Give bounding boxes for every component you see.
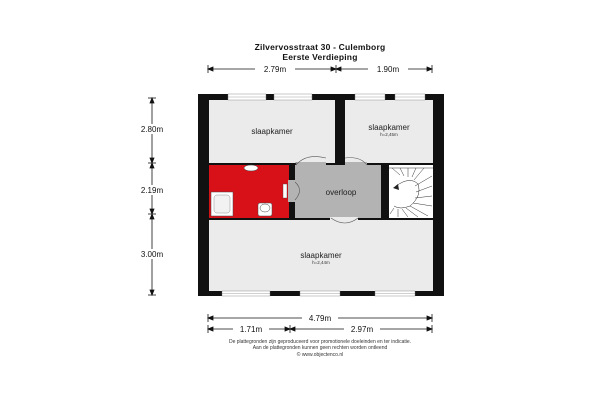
dim-top-left: 2.79m — [263, 65, 287, 74]
label-bedroom-top-left: slaapkamer — [251, 127, 293, 136]
dim-left-mid: 2.19m — [140, 186, 164, 195]
disclaimer — [0, 339, 600, 358]
dim-top-right: 1.90m — [376, 65, 400, 74]
disclaimer-line-3: © www.objectenco.nl — [296, 351, 344, 358]
dim-left-top: 2.80m — [140, 125, 164, 134]
dim-left-bottom: 3.00m — [140, 250, 164, 259]
label-bedroom-bottom: slaapkamer — [300, 251, 342, 260]
dim-bottom-left: 1.71m — [239, 325, 263, 334]
room-stairwell — [389, 165, 433, 218]
dim-bottom-right: 2.97m — [350, 325, 374, 334]
disclaimer-line-2: Aan de plattegronden kunnen geen rechten worden ontleend — [252, 345, 388, 352]
sink — [244, 165, 258, 171]
label-bedroom-bottom-height: h=2,44m — [312, 260, 330, 265]
disclaimer-line-1: De plattegronden zijn geproduceerd voor promotionele doeleinden en ter indicatie. — [228, 339, 412, 345]
label-bedroom-top-right-height: h=2,45m — [380, 132, 398, 137]
title-address: Zilvervosstraat 30 - Culemborg — [254, 42, 386, 52]
dim-bottom-total: 4.79m — [308, 314, 332, 323]
label-landing: overloop — [325, 188, 357, 197]
title-floor: Eerste Verdieping — [282, 52, 358, 62]
label-bedroom-top-right: slaapkamer — [368, 123, 410, 132]
